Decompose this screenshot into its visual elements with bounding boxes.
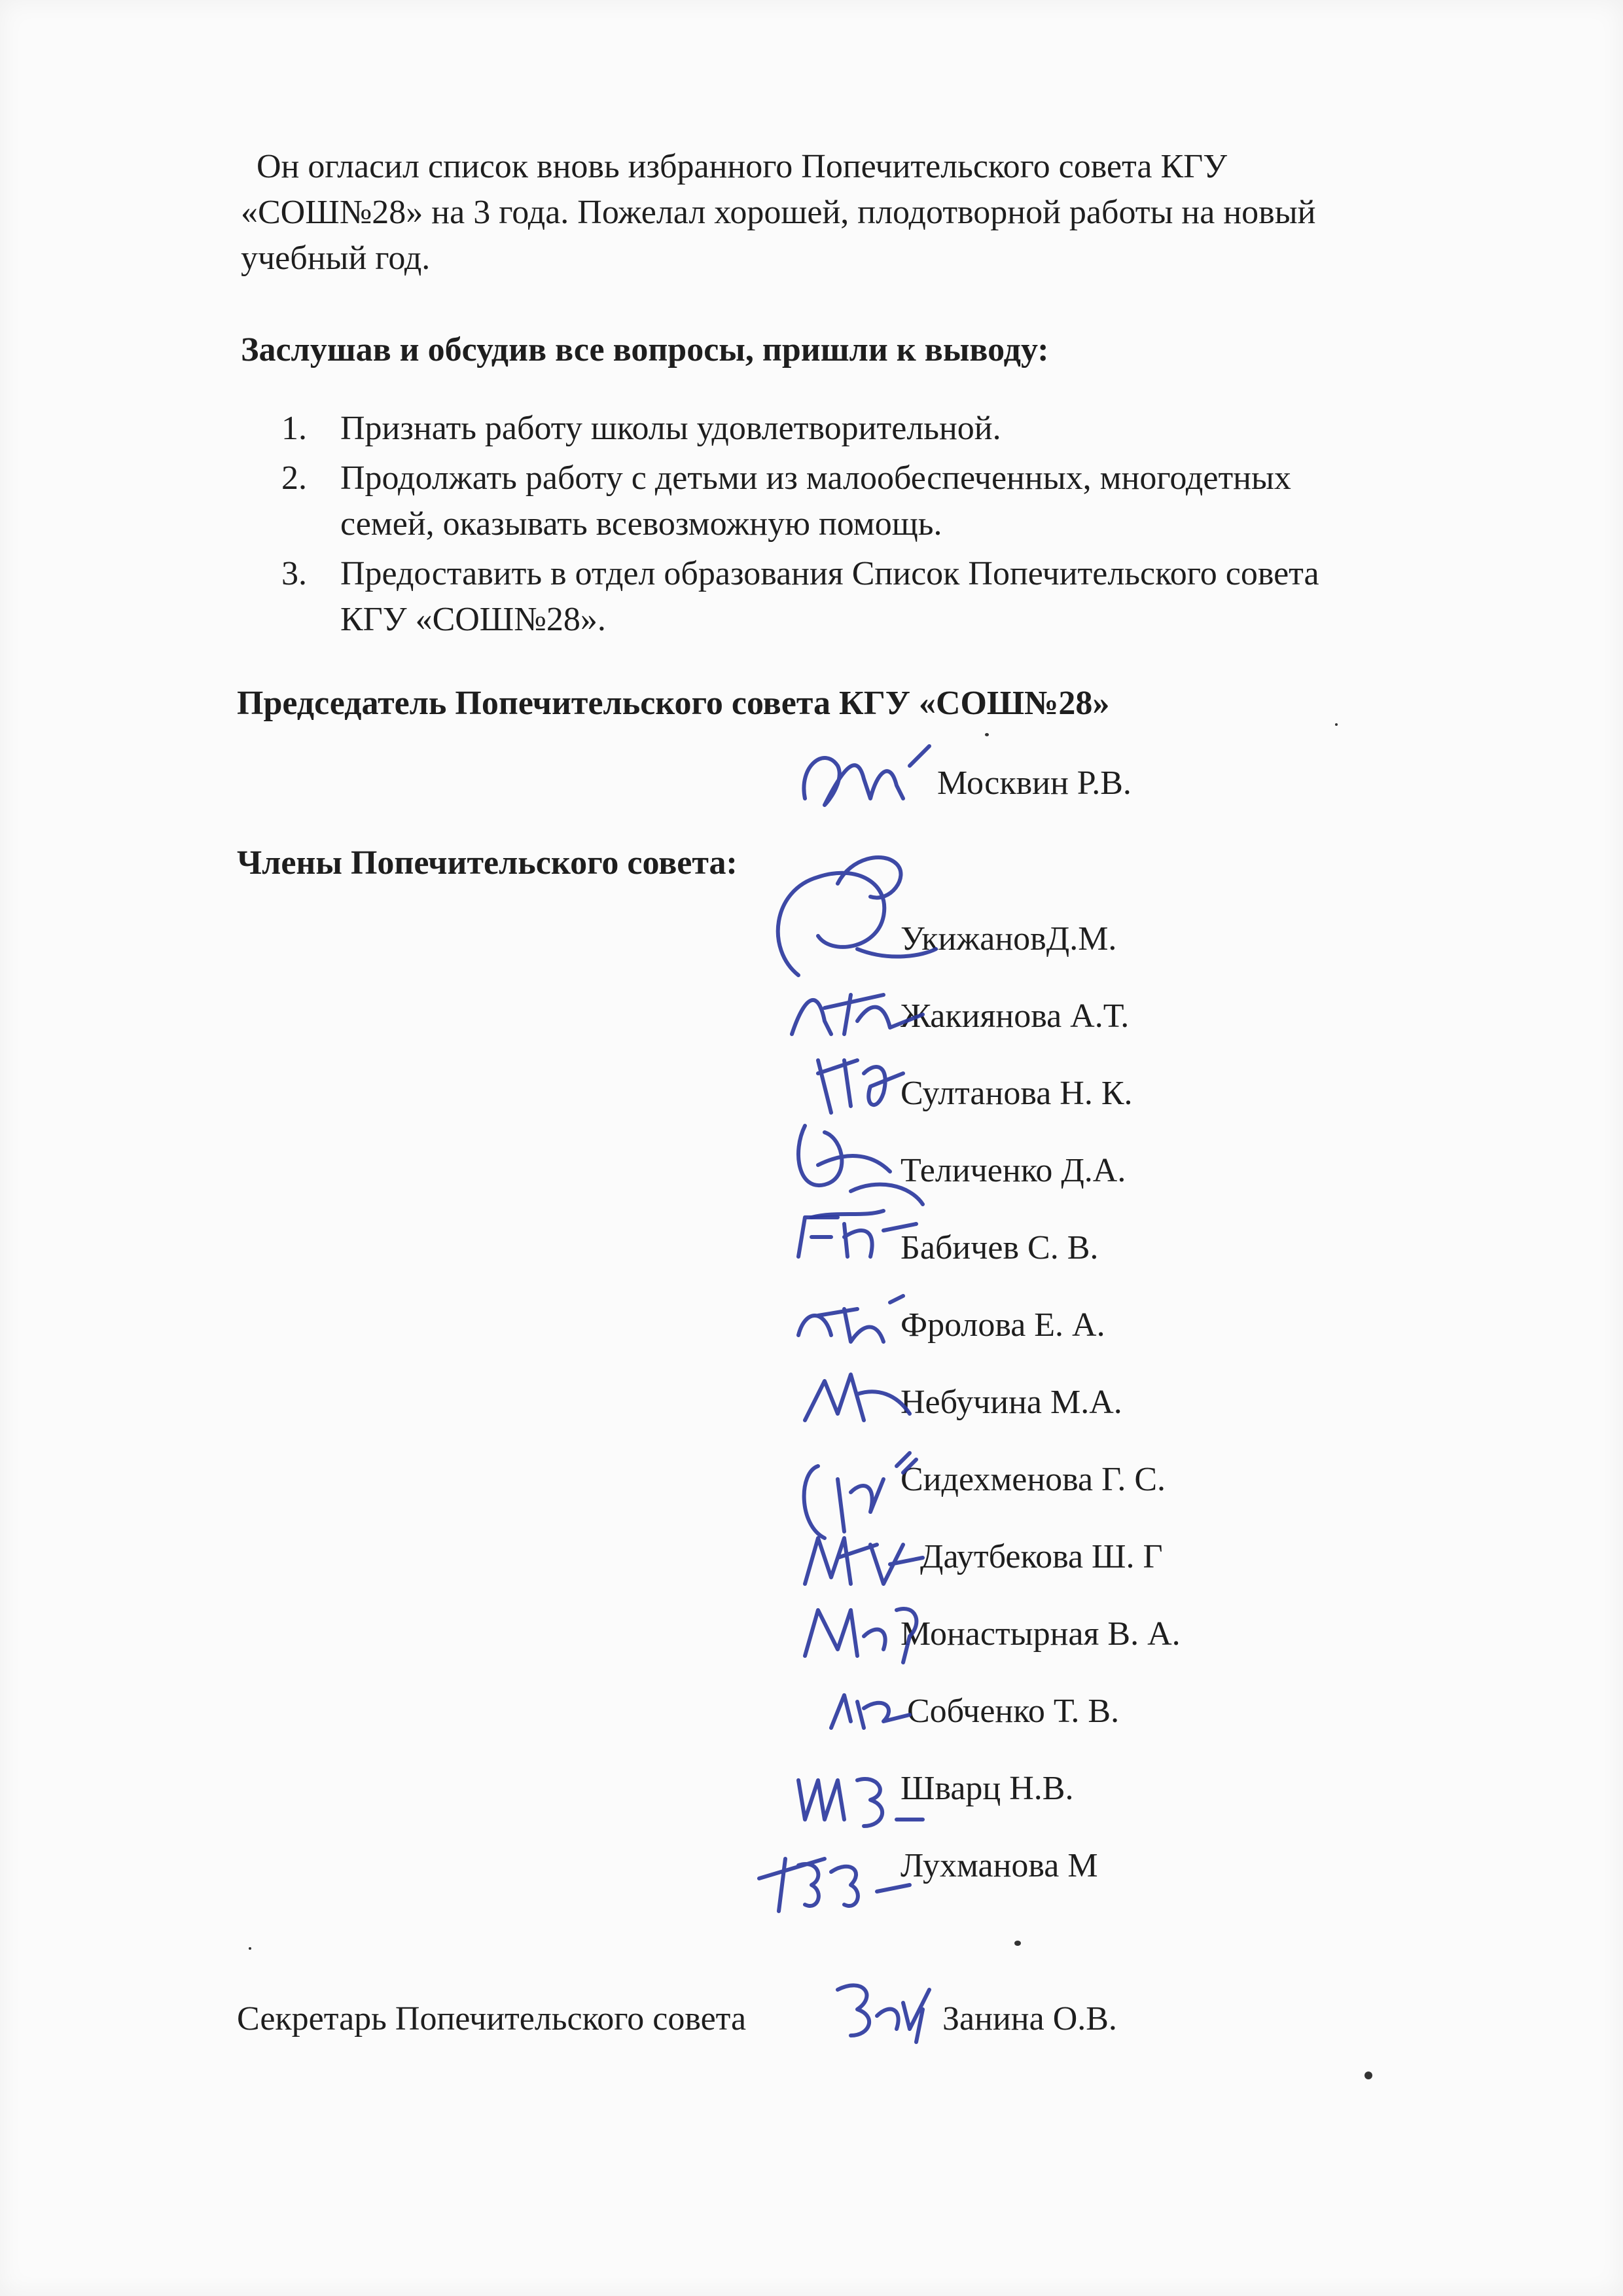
list-item bbox=[281, 456, 1492, 547]
chairman-name: Москвин Р.В. bbox=[937, 764, 1132, 802]
member-signature bbox=[798, 1355, 916, 1433]
scan-speck bbox=[985, 733, 989, 736]
list-item bbox=[281, 406, 1492, 452]
member-signature bbox=[785, 1198, 929, 1270]
item-text: Предоставить в отдел образования Список Попечительского совета bbox=[340, 555, 1319, 592]
member-signature bbox=[785, 1754, 929, 1846]
secretary-signature bbox=[825, 1964, 955, 2049]
scan-speck bbox=[249, 1947, 251, 1950]
member-name: Монастырная В. А. bbox=[901, 1615, 1181, 1653]
item-number: 1. bbox=[281, 410, 307, 447]
scan-speck bbox=[1364, 2072, 1372, 2079]
member-name: Жакиянова А.Т. bbox=[901, 997, 1130, 1035]
member-name: Теличенко Д.А. bbox=[901, 1152, 1126, 1189]
member-name: Шварц Н.В. bbox=[901, 1770, 1074, 1807]
members-heading: Члены Попечительского совета: bbox=[237, 844, 738, 882]
chairman-signature bbox=[785, 726, 942, 825]
intro-line: «СОШ№28» на 3 года. Пожелал хорошей, плодотворной работы на новый bbox=[241, 194, 1316, 231]
item-number: 3. bbox=[281, 555, 307, 592]
member-name: Фролова Е. А. bbox=[901, 1306, 1105, 1344]
item-number: 2. bbox=[281, 459, 307, 497]
list-item bbox=[281, 551, 1492, 643]
scan-speck bbox=[1014, 1941, 1021, 1946]
member-name: УкижановД.М. bbox=[901, 920, 1117, 958]
member-signature bbox=[798, 1584, 929, 1669]
member-name: Сидехменова Г. С. bbox=[901, 1461, 1166, 1498]
intro-paragraph bbox=[241, 144, 1484, 281]
intro-line: учебный год. bbox=[241, 240, 431, 277]
member-name: Султанова Н. К. bbox=[901, 1075, 1133, 1112]
secretary-title: Секретарь Попечительского совета bbox=[237, 2000, 747, 2037]
member-signature bbox=[746, 1833, 916, 1918]
member-name: Небучина М.А. bbox=[901, 1384, 1122, 1421]
member-name: Лухманова М bbox=[901, 1847, 1098, 1884]
member-signature bbox=[805, 1034, 936, 1126]
scan-speck bbox=[1335, 723, 1338, 726]
member-name: Бабичев С. В. bbox=[901, 1229, 1099, 1266]
member-name: Даутбекова Ш. Г bbox=[920, 1538, 1163, 1575]
member-name: Собченко Т. В. bbox=[907, 1693, 1120, 1730]
conclusion-heading: Заслушав и обсудив все вопросы, пришли к выводу: bbox=[241, 331, 1049, 368]
item-text: Признать работу школы удовлетворительной. bbox=[340, 410, 1001, 447]
item-text: Продолжать работу с детьми из малообеспеченных, многодетных bbox=[340, 459, 1291, 497]
secretary-name: Занина О.В. bbox=[942, 2000, 1117, 2037]
chairman-title: Председатель Попечительского совета КГУ «СОШ№28» bbox=[237, 685, 1110, 722]
item-text: семей, оказывать всевозможную помощь. bbox=[340, 505, 942, 543]
member-signature bbox=[785, 1283, 916, 1355]
intro-line: Он огласил список вновь избранного Попечительского совета КГУ bbox=[257, 148, 1228, 185]
conclusion-list bbox=[281, 406, 1492, 647]
member-signature bbox=[818, 1676, 923, 1741]
item-text: КГУ «СОШ№28». bbox=[340, 601, 606, 638]
